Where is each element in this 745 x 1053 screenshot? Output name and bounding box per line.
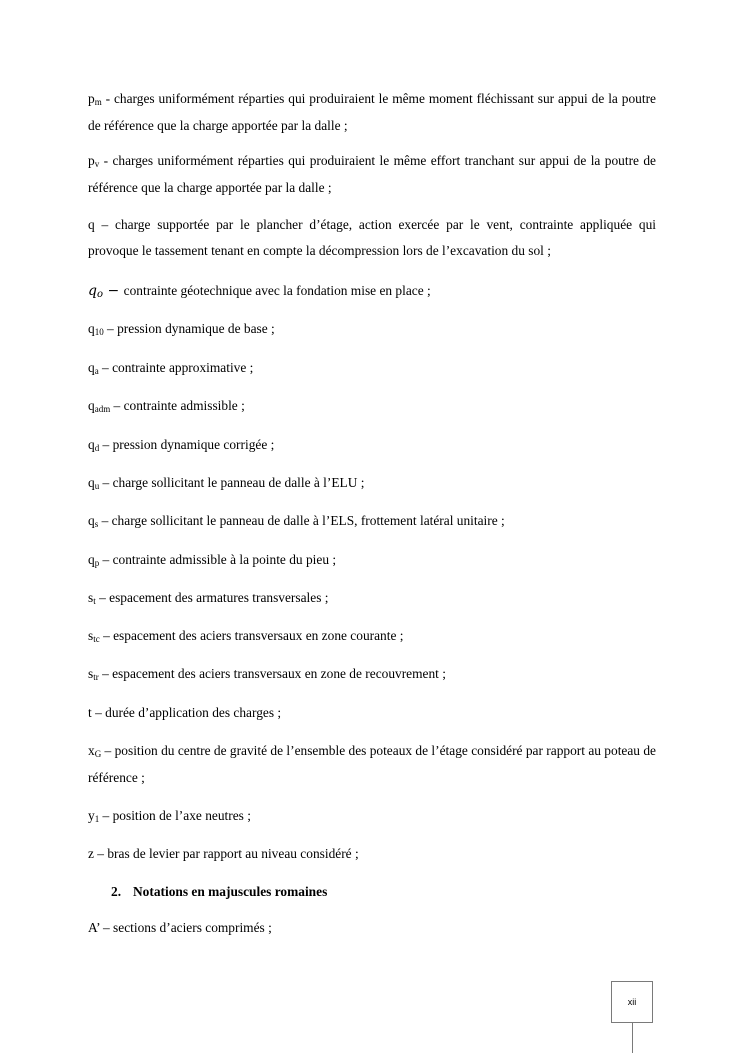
- notation-qp: $q_p$ – contrainte admissible à la pointe du pieu ;: [88, 552, 337, 568]
- notation-z: z – bras de levier par rapport au niveau considéré ;: [88, 846, 359, 861]
- notation-qo: $q_o$ − contrainte géotechnique avec la fondation mise en place ;: [88, 283, 431, 300]
- notation-str: $s_{tr}$ – espacement des aciers transversaux en zone de recouvrement ;: [88, 666, 446, 682]
- notation-stc: $s_{tc}$ – espacement des aciers transversaux en zone courante ;: [88, 628, 404, 644]
- notation-qd: $q_d$ – pression dynamique corrigée ;: [88, 437, 275, 453]
- notation-qadm: $q_{adm}$ – contrainte admissible ;: [88, 398, 245, 414]
- notation-y1: $y_1$ – position de l’axe neutres ;: [88, 808, 251, 824]
- notation-pm: $p_m$ - charges uniformément réparties qui produiraient le même moment fléchissant sur appui de la poutre de référence que la charge apportée par la dalle ;: [88, 91, 656, 133]
- notation-a-prime: A’ – sections d’aciers comprimés ;: [88, 920, 272, 935]
- page-number: xii: [627, 997, 637, 1007]
- page-number-box: [611, 981, 653, 1023]
- section-heading: [111, 880, 327, 904]
- notation-pv: $p_v$ - charges uniformément réparties qui produiraient le même effort tranchant sur appui de la poutre de référence que la charge apportée par la dalle ;: [88, 153, 656, 195]
- notation-q10: $q_{10}$ – pression dynamique de base ;: [88, 321, 275, 337]
- notation-qa: $q_a$ – contrainte approximative ;: [88, 360, 254, 376]
- notation-st: $s_t$ – espacement des armatures transversales ;: [88, 590, 329, 606]
- section-number: 2.: [111, 884, 122, 899]
- notation-t: t – durée d’application des charges ;: [88, 705, 282, 720]
- notation-qs: $q_s$ – charge sollicitant le panneau de dalle à l’ELS, frottement latéral unitaire ;: [88, 513, 505, 529]
- notation-qu: $q_u$ – charge sollicitant le panneau de dalle à l’ELU ;: [88, 475, 365, 491]
- page-number-line: [632, 1023, 633, 1053]
- notation-q: q – charge supportée par le plancher d’étage, action exercée par le vent, contrainte appliquée qui provoque le tassement tenant en compte la décompression lors de l’excavation du sol ;: [88, 217, 656, 258]
- notation-xg: $x_G$ – position du centre de gravité de l’ensemble des poteaux de l’étage considéré par rapport au poteau de référence ;: [88, 743, 656, 785]
- section-title: Notations en majuscules romaines: [133, 884, 328, 899]
